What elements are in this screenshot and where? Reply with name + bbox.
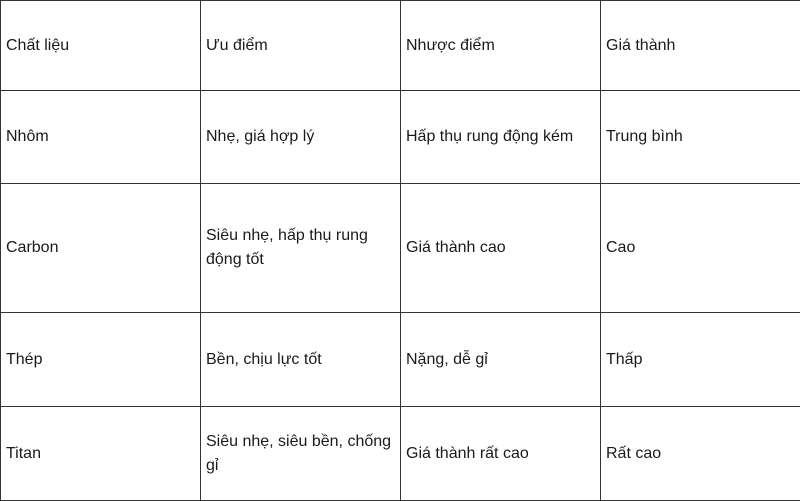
cell-advantages: Nhẹ, giá hợp lý <box>201 91 401 184</box>
cell-disadvantages: Giá thành rất cao <box>401 407 601 501</box>
table-header-row <box>1 1 800 91</box>
cell-disadvantages: Giá thành cao <box>401 184 601 313</box>
header-advantages: Ưu điểm <box>201 1 401 91</box>
header-material: Chất liệu <box>1 1 201 91</box>
table-row <box>1 184 800 313</box>
table-row <box>1 407 800 501</box>
header-disadvantages: Nhược điểm <box>401 1 601 91</box>
cell-advantages: Siêu nhẹ, hấp thụ rung động tốt <box>201 184 401 313</box>
cell-advantages: Siêu nhẹ, siêu bền, chống gỉ <box>201 407 401 501</box>
cell-material: Titan <box>1 407 201 501</box>
cell-material: Thép <box>1 313 201 407</box>
cell-price: Thấp <box>601 313 800 407</box>
cell-material: Nhôm <box>1 91 201 184</box>
table-row <box>1 91 800 184</box>
cell-material: Carbon <box>1 184 201 313</box>
cell-price: Trung bình <box>601 91 800 184</box>
cell-disadvantages: Nặng, dễ gỉ <box>401 313 601 407</box>
cell-advantages: Bền, chịu lực tốt <box>201 313 401 407</box>
cell-price: Rất cao <box>601 407 800 501</box>
cell-price: Cao <box>601 184 800 313</box>
header-price: Giá thành <box>601 1 800 91</box>
table-row <box>1 313 800 407</box>
cell-disadvantages: Hấp thụ rung động kém <box>401 91 601 184</box>
